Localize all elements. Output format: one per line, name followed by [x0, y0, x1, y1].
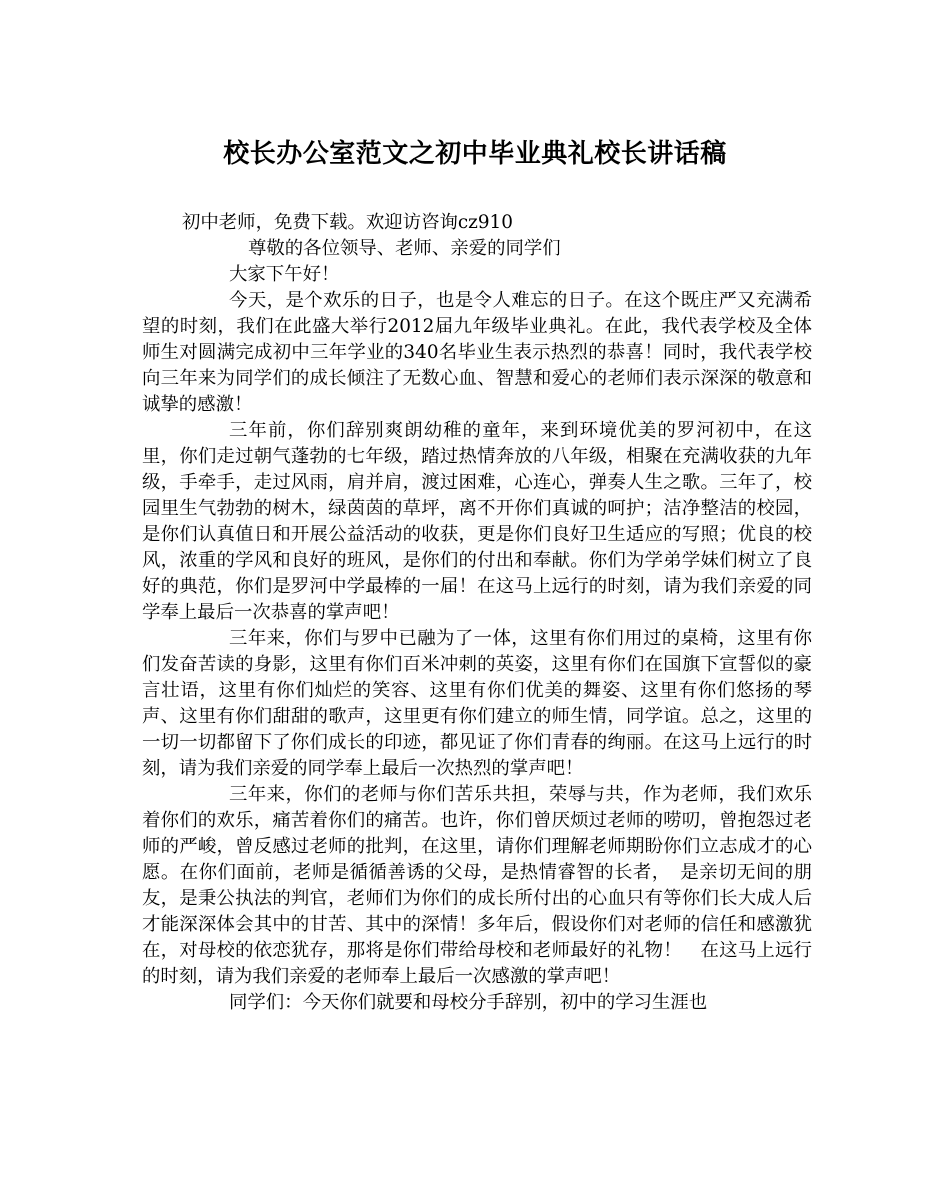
document-title: 校长办公室范文之初中毕业典礼校长讲话稿 [223, 139, 727, 169]
hello-line: 大家下午好！ [229, 264, 340, 285]
intro-line: 初中老师，免费下载。欢迎访咨询cz910 [182, 212, 513, 233]
document-body [142, 210, 812, 1016]
paragraph: 同学们：今天你们就要和母校分手辞别，初中的学习生涯也 [229, 992, 708, 1013]
paragraph: 今天，是个欢乐的日子，也是令人难忘的日子。在这个既庄严又充满希望的时刻，我们在此盛大举行2012届九年级毕业典礼。在此，我代表学校及全体师生对圆满完成初中三年学业的340名毕业生表示热烈的恭喜！同时，我代表学校向三年来为同学们的成长倾注了无数心血、智慧和爱心的老师们表示深深的敬意和诚挚的感激！ [142, 290, 812, 415]
paragraph: 三年前，你们辞别爽朗幼稚的童年，来到环境优美的罗河初中，在这里，你们走过朝气蓬勃的七年级，踏过热情奔放的八年级，相聚在充满收获的九年级，手牵手，走过风雨，肩并肩，渡过困难，心连心，弹奏人生之歌。三年了，校园里生气勃勃的树木，绿茵茵的草坪，离不开你们真诚的呵护；洁净整洁的校园，是你们认真值日和开展公益活动的收获，更是你们良好卫生适应的写照；优良的校风，浓重的学风和良好的班风，是你们的付出和奉献。你们为学弟学妹们树立了良好的典范，你们是罗河中学最棒的一届！在这马上远行的时刻，请为我们亲爱的同学奉上最后一次恭喜的掌声吧！ [142, 420, 812, 623]
greeting-line: 尊敬的各位领导、老师、亲爱的同学们 [248, 238, 561, 259]
paragraph: 三年来，你们的老师与你们苦乐共担，荣辱与共，作为老师，我们欢乐着你们的欢乐，痛苦着你们的痛苦。也许，你们曾厌烦过老师的唠叨，曾抱怨过老师的严峻，曾反感过老师的批判，在这里，请你们理解老师期盼你们立志成才的心愿。在你们面前，老师是循循善诱的父母，是热情睿智的长者， 是亲切无间的朋友，是秉公执法的判官，老师们为你们的成长所付出的心血只有等你们长大成人后才能深深体会其中的甘苦、其中的深情！多年后，假设你们对老师的信任和感激犹在，对母校的依恋犹存，那将是你们带给母校和老师最好的礼物！ 在这马上远行的时刻，请为我们亲爱的老师奉上最后一次感激的掌声吧！ [142, 784, 812, 987]
paragraph: 三年来，你们与罗中已融为了一体，这里有你们用过的桌椅，这里有你们发奋苦读的身影，这里有你们百米冲刺的英姿，这里有你们在国旗下宣誓似的豪言壮语，这里有你们灿烂的笑容、这里有你们优美的舞姿、这里有你们悠扬的琴声、这里有你们甜甜的歌声，这里更有你们建立的师生情，同学谊。总之，这里的一切一切都留下了你们成长的印迹，都见证了你们青春的绚丽。在这马上远行的时刻，请为我们亲爱的同学奉上最后一次热烈的掌声吧！ [142, 628, 812, 779]
